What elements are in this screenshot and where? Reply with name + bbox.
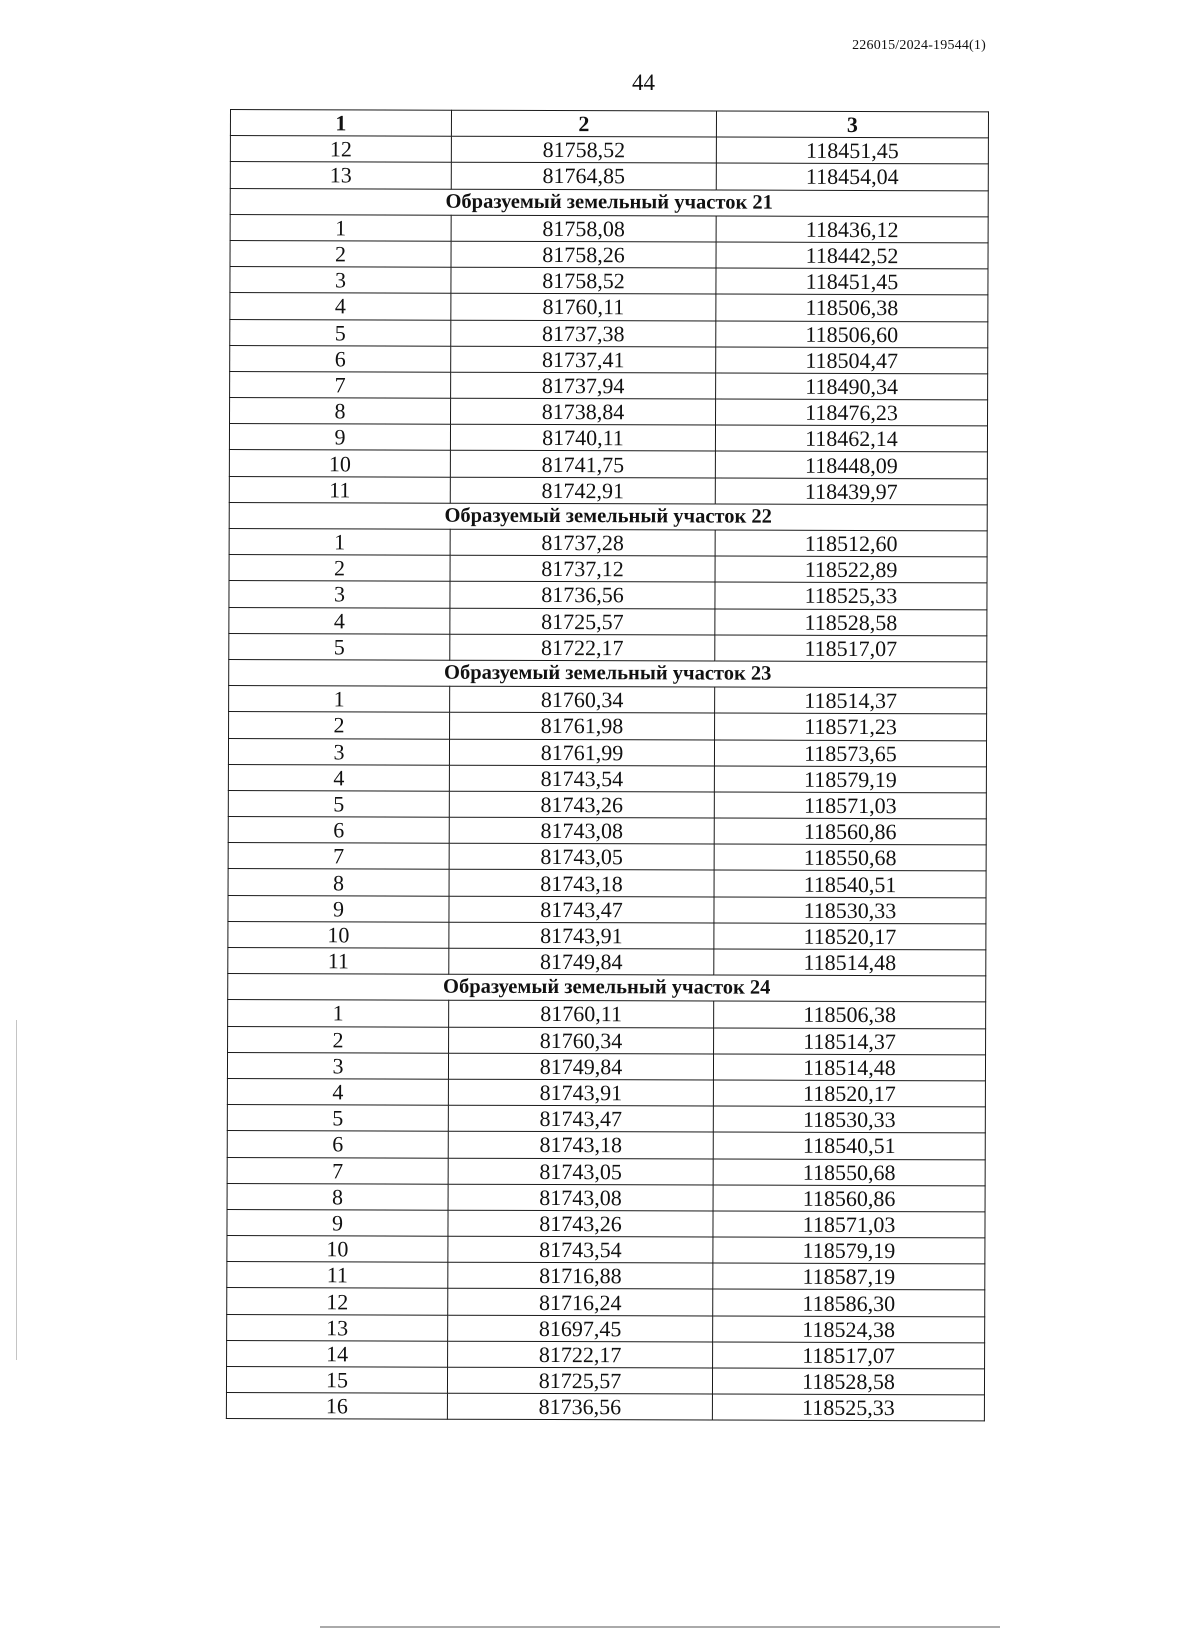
table-row: [229, 476, 987, 505]
point-number-cell: 5: [230, 319, 451, 346]
y-coordinate-cell: 118528,58: [712, 1368, 984, 1395]
x-coordinate-cell: 81749,84: [449, 948, 714, 975]
x-coordinate-cell: 81758,26: [451, 241, 716, 268]
y-coordinate-cell: 118550,68: [714, 844, 986, 871]
y-coordinate-cell: 118525,33: [715, 582, 987, 609]
y-coordinate-cell: 118490,34: [716, 373, 988, 400]
table-row: [226, 1366, 984, 1395]
point-number-cell: 7: [228, 843, 449, 870]
x-coordinate-cell: 81743,47: [449, 896, 714, 923]
column-header-x: 2: [451, 110, 716, 137]
table-row: [229, 712, 987, 741]
x-coordinate-cell: 81743,08: [448, 1184, 713, 1211]
section-row: [229, 659, 987, 688]
x-coordinate-cell: 81742,91: [450, 477, 715, 504]
table-row: [230, 398, 988, 427]
point-number-cell: 2: [228, 1026, 449, 1053]
point-number-cell: 4: [230, 293, 451, 320]
point-number-cell: 16: [226, 1393, 447, 1420]
table-row: [230, 345, 988, 374]
point-number-cell: 11: [227, 1262, 448, 1289]
table-row: [228, 1026, 986, 1055]
coordinates-table-header: [230, 110, 988, 139]
x-coordinate-cell: 81737,12: [450, 555, 715, 582]
table-row: [229, 607, 987, 636]
y-coordinate-cell: 118573,65: [714, 740, 986, 767]
y-coordinate-cell: 118560,86: [714, 818, 986, 845]
x-coordinate-cell: 81716,88: [448, 1262, 713, 1289]
y-coordinate-cell: 118579,19: [714, 766, 986, 793]
y-coordinate-cell: 118522,89: [715, 556, 987, 583]
x-coordinate-cell: 81743,05: [449, 843, 714, 870]
point-number-cell: 7: [230, 371, 451, 398]
column-header-y: 3: [716, 111, 988, 138]
y-coordinate-cell: 118586,30: [713, 1289, 985, 1316]
point-number-cell: 13: [227, 1314, 448, 1341]
point-number-cell: 11: [228, 947, 449, 974]
table-row: [228, 895, 986, 924]
y-coordinate-cell: 118436,12: [716, 216, 988, 243]
x-coordinate-cell: 81761,99: [449, 739, 714, 766]
x-coordinate-cell: 81737,94: [451, 372, 716, 399]
table-row: [227, 1340, 985, 1369]
table-row: [228, 790, 986, 819]
point-number-cell: 5: [229, 633, 450, 660]
table-row: [230, 136, 988, 165]
table-row: [230, 371, 988, 400]
table-row: [227, 1105, 985, 1134]
x-coordinate-cell: 81760,11: [449, 1001, 714, 1028]
x-coordinate-cell: 81743,08: [449, 817, 714, 844]
x-coordinate-cell: 81738,84: [451, 398, 716, 425]
point-number-cell: 2: [229, 712, 450, 739]
x-coordinate-cell: 81760,34: [450, 686, 715, 713]
point-number-cell: 5: [228, 790, 449, 817]
point-number-cell: 14: [227, 1340, 448, 1367]
x-coordinate-cell: 81743,91: [448, 1079, 713, 1106]
point-number-cell: 6: [230, 345, 451, 372]
section-title: Образуемый земельный участок 22: [229, 502, 987, 531]
table-row: [229, 581, 987, 610]
table-row: [227, 1236, 985, 1265]
table-row: [228, 817, 986, 846]
page-number: 44: [632, 70, 655, 95]
table-row: [227, 1209, 985, 1238]
point-number-cell: 6: [227, 1131, 448, 1158]
point-number-cell: 8: [230, 398, 451, 425]
x-coordinate-cell: 81764,85: [451, 163, 716, 190]
document-registration-number: 226015/2024-19544(1): [852, 38, 986, 53]
y-coordinate-cell: 118528,58: [715, 609, 987, 636]
x-coordinate-cell: 81736,56: [450, 582, 715, 609]
y-coordinate-cell: 118504,47: [716, 347, 988, 374]
y-coordinate-cell: 118587,19: [713, 1263, 985, 1290]
header-row: [230, 110, 988, 139]
section-title: Образуемый земельный участок 21: [230, 188, 988, 217]
table-row: [226, 1393, 984, 1422]
x-coordinate-cell: 81697,45: [448, 1315, 713, 1342]
table-row: [229, 424, 987, 453]
section-title: Образуемый земельный участок 24: [228, 974, 986, 1003]
table-row: [228, 947, 986, 976]
y-coordinate-cell: 118530,33: [713, 1106, 985, 1133]
point-number-cell: 8: [227, 1183, 448, 1210]
point-number-cell: 11: [229, 476, 450, 503]
table-row: [230, 319, 988, 348]
x-coordinate-cell: 81743,26: [448, 1210, 713, 1237]
point-number-cell: 4: [227, 1078, 448, 1105]
y-coordinate-cell: 118451,45: [716, 137, 988, 164]
point-number-cell: 8: [228, 869, 449, 896]
x-coordinate-cell: 81761,98: [450, 713, 715, 740]
y-coordinate-cell: 118517,07: [713, 1342, 985, 1369]
table-row: [227, 1314, 985, 1343]
table-row: [230, 162, 988, 191]
y-coordinate-cell: 118560,86: [713, 1185, 985, 1212]
x-coordinate-cell: 81737,28: [450, 529, 715, 556]
y-coordinate-cell: 118512,60: [715, 530, 987, 557]
table-row: [227, 1288, 985, 1317]
table-row: [229, 686, 987, 715]
table-row: [227, 1131, 985, 1160]
table-row: [228, 843, 986, 872]
table-row: [227, 1157, 985, 1186]
x-coordinate-cell: 81760,11: [451, 294, 716, 321]
x-coordinate-cell: 81740,11: [450, 424, 715, 451]
point-number-cell: 9: [229, 424, 450, 451]
table-row: [229, 450, 987, 479]
point-number-cell: 9: [227, 1209, 448, 1236]
point-number-cell: 3: [229, 581, 450, 608]
y-coordinate-cell: 118514,48: [713, 1054, 985, 1081]
point-number-cell: 7: [227, 1157, 448, 1184]
table-row: [228, 869, 986, 898]
y-coordinate-cell: 118439,97: [715, 478, 987, 505]
x-coordinate-cell: 81743,26: [449, 791, 714, 818]
x-coordinate-cell: 81737,38: [451, 320, 716, 347]
y-coordinate-cell: 118442,52: [716, 242, 988, 269]
table-row: [227, 1052, 985, 1081]
table-row: [227, 1078, 985, 1107]
x-coordinate-cell: 81725,57: [450, 608, 715, 635]
y-coordinate-cell: 118550,68: [713, 1159, 985, 1186]
y-coordinate-cell: 118476,23: [716, 399, 988, 426]
column-header-point-number: 1: [230, 110, 451, 137]
point-number-cell: 1: [230, 214, 451, 241]
table-row: [228, 738, 986, 767]
point-number-cell: 3: [228, 738, 449, 765]
x-coordinate-cell: 81716,24: [448, 1289, 713, 1316]
point-number-cell: 12: [227, 1288, 448, 1315]
point-number-cell: 1: [229, 686, 450, 713]
table-row: [227, 1262, 985, 1291]
y-coordinate-cell: 118451,45: [716, 268, 988, 295]
y-coordinate-cell: 118520,17: [714, 923, 986, 950]
y-coordinate-cell: 118506,38: [716, 294, 988, 321]
table-row: [227, 1183, 985, 1212]
x-coordinate-cell: 81743,18: [448, 1132, 713, 1159]
y-coordinate-cell: 118514,37: [715, 687, 987, 714]
point-number-cell: 6: [228, 817, 449, 844]
x-coordinate-cell: 81725,57: [447, 1367, 712, 1394]
y-coordinate-cell: 118525,33: [712, 1394, 984, 1421]
point-number-cell: 1: [228, 1000, 449, 1027]
x-coordinate-cell: 81743,05: [448, 1158, 713, 1185]
y-coordinate-cell: 118520,17: [713, 1080, 985, 1107]
x-coordinate-cell: 81736,56: [447, 1393, 712, 1420]
y-coordinate-cell: 118514,37: [714, 1028, 986, 1055]
point-number-cell: 10: [228, 921, 449, 948]
point-number-cell: 10: [227, 1236, 448, 1263]
x-coordinate-cell: 81758,08: [451, 215, 716, 242]
y-coordinate-cell: 118571,23: [715, 713, 987, 740]
table-row: [230, 293, 988, 322]
y-coordinate-cell: 118524,38: [713, 1316, 985, 1343]
x-coordinate-cell: 81743,54: [448, 1236, 713, 1263]
point-number-cell: 3: [227, 1052, 448, 1079]
table-row: [228, 1000, 986, 1029]
point-number-cell: 4: [228, 764, 449, 791]
section-row: [229, 502, 987, 531]
x-coordinate-cell: 81722,17: [448, 1341, 713, 1368]
section-row: [230, 188, 988, 217]
y-coordinate-cell: 118448,09: [715, 451, 987, 478]
x-coordinate-cell: 81743,47: [448, 1105, 713, 1132]
y-coordinate-cell: 118530,33: [714, 897, 986, 924]
point-number-cell: 13: [230, 162, 451, 189]
point-number-cell: 1: [229, 528, 450, 555]
point-number-cell: 5: [227, 1105, 448, 1132]
table-row: [228, 764, 986, 793]
x-coordinate-cell: 81743,54: [449, 765, 714, 792]
table-row: [230, 214, 988, 243]
y-coordinate-cell: 118506,60: [716, 321, 988, 348]
x-coordinate-cell: 81722,17: [450, 634, 715, 661]
point-number-cell: 12: [230, 136, 451, 163]
point-number-cell: 4: [229, 607, 450, 634]
section-title: Образуемый земельный участок 23: [229, 659, 987, 688]
x-coordinate-cell: 81737,41: [451, 346, 716, 373]
y-coordinate-cell: 118540,51: [713, 1132, 985, 1159]
x-coordinate-cell: 81758,52: [451, 136, 716, 163]
x-coordinate-cell: 81758,52: [451, 267, 716, 294]
table-row: [230, 267, 988, 296]
y-coordinate-cell: 118579,19: [713, 1237, 985, 1264]
coordinates-table: [226, 109, 989, 1422]
section-row: [228, 974, 986, 1003]
y-coordinate-cell: 118571,03: [714, 792, 986, 819]
x-coordinate-cell: 81741,75: [450, 451, 715, 478]
x-coordinate-cell: 81743,18: [449, 870, 714, 897]
y-coordinate-cell: 118506,38: [714, 1001, 986, 1028]
table-row: [228, 921, 986, 950]
table-row: [229, 528, 987, 557]
y-coordinate-cell: 118462,14: [715, 425, 987, 452]
y-coordinate-cell: 118514,48: [714, 949, 986, 976]
x-coordinate-cell: 81743,91: [449, 922, 714, 949]
y-coordinate-cell: 118454,04: [716, 163, 988, 190]
table-row: [229, 633, 987, 662]
table-row: [230, 240, 988, 269]
x-coordinate-cell: 81749,84: [448, 1053, 713, 1080]
point-number-cell: 9: [228, 895, 449, 922]
scan-edge-mark: [320, 1626, 1000, 1628]
point-number-cell: 2: [229, 555, 450, 582]
y-coordinate-cell: 118540,51: [714, 870, 986, 897]
y-coordinate-cell: 118571,03: [713, 1211, 985, 1238]
point-number-cell: 10: [229, 450, 450, 477]
scan-edge-mark: [16, 1020, 17, 1360]
point-number-cell: 15: [226, 1366, 447, 1393]
point-number-cell: 3: [230, 267, 451, 294]
y-coordinate-cell: 118517,07: [715, 635, 987, 662]
coordinates-table-body: [226, 136, 988, 1422]
table-row: [229, 555, 987, 584]
point-number-cell: 2: [230, 240, 451, 267]
x-coordinate-cell: 81760,34: [449, 1027, 714, 1054]
